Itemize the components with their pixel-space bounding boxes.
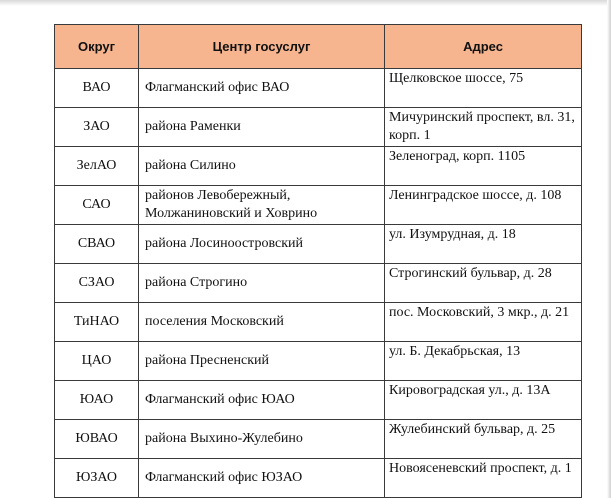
cell-address: Новоясеневский проспект, д. 1 xyxy=(385,459,582,498)
column-header-address: Адрес xyxy=(385,25,582,69)
cell-center: района Силино xyxy=(139,147,385,186)
cell-center: района Строгино xyxy=(139,264,385,303)
cell-okrug: ЮАО xyxy=(55,381,139,420)
cell-okrug: ЗАО xyxy=(55,108,139,147)
cell-center: Флагманский офис ЮАО xyxy=(139,381,385,420)
column-header-okrug: Округ xyxy=(55,25,139,69)
cell-okrug: ТиНАО xyxy=(55,303,139,342)
table-row xyxy=(55,69,582,108)
table-row xyxy=(55,303,582,342)
cell-address: Строгинский бульвар, д. 28 xyxy=(385,264,582,303)
cell-okrug: ВАО xyxy=(55,69,139,108)
cell-address: ул. Б. Декабрьская, 13 xyxy=(385,342,582,381)
cell-address: Кировоградская ул., д. 13А xyxy=(385,381,582,420)
page-edge-top xyxy=(0,0,611,6)
column-header-center: Центр госуслуг xyxy=(139,25,385,69)
table-row xyxy=(55,459,582,498)
cell-okrug: ЮЗАО xyxy=(55,459,139,498)
table-row xyxy=(55,342,582,381)
cell-address: ул. Изумрудная, д. 18 xyxy=(385,225,582,264)
cell-okrug: СВАО xyxy=(55,225,139,264)
table-row xyxy=(55,186,582,225)
cell-okrug: ЦАО xyxy=(55,342,139,381)
cell-address: пос. Московский, 3 мкр., д. 21 xyxy=(385,303,582,342)
cell-center: района Лосиноостровский xyxy=(139,225,385,264)
cell-address: Зеленоград, корп. 1105 xyxy=(385,147,582,186)
cell-okrug: СЗАО xyxy=(55,264,139,303)
cell-center: поселения Московский xyxy=(139,303,385,342)
table-header-row xyxy=(55,25,582,69)
cell-center: района Раменки xyxy=(139,108,385,147)
cell-okrug: САО xyxy=(55,186,139,225)
table-row xyxy=(55,225,582,264)
cell-address: Жулебинский бульвар, д. 25 xyxy=(385,420,582,459)
cell-address: Мичуринский проспект, вл. 31, корп. 1 xyxy=(385,108,582,147)
table-row xyxy=(55,147,582,186)
table-row xyxy=(55,420,582,459)
page-edge-right xyxy=(607,0,611,498)
cell-okrug: ЗелАО xyxy=(55,147,139,186)
cell-center: района Выхино-Жулебино xyxy=(139,420,385,459)
cell-okrug: ЮВАО xyxy=(55,420,139,459)
cell-center: Флагманский офис ЮЗАО xyxy=(139,459,385,498)
cell-address: Щелковское шоссе, 75 xyxy=(385,69,582,108)
cell-center: Флагманский офис ВАО xyxy=(139,69,385,108)
table-row xyxy=(55,108,582,147)
table-row xyxy=(55,381,582,420)
table-row xyxy=(55,264,582,303)
cell-center: района Пресненский xyxy=(139,342,385,381)
gosuslugi-centers-table xyxy=(54,24,582,498)
cell-address: Ленинградское шоссе, д. 108 xyxy=(385,186,582,225)
cell-center: районов Левобережный, Молжаниновский и Ховрино xyxy=(139,186,385,225)
